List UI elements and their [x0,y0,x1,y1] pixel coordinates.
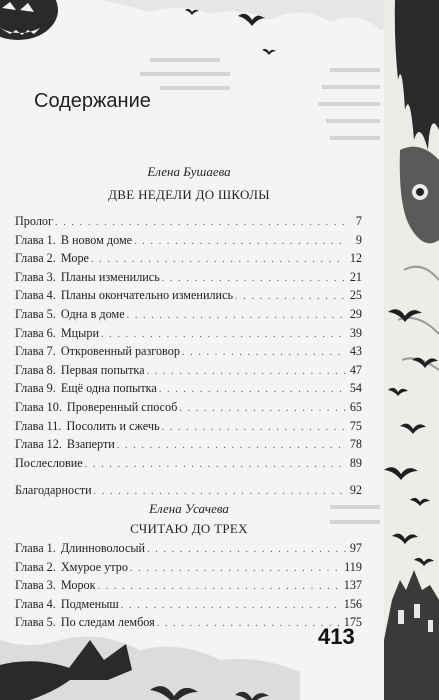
toc-page-number: 25 [349,288,362,303]
toc-entry [15,419,362,438]
toc-entry [15,270,362,289]
chapter-title: Мцыри [60,325,99,340]
chapter-label: Глава 11. [15,418,62,433]
toc-page-number: 175 [343,615,362,630]
branch-silhouette [0,637,300,700]
chapter-label: Глава 5. [15,615,56,630]
chapter-label: Благодарности [15,483,92,498]
toc-page-number: 7 [355,214,362,228]
toc-page-number: 78 [349,437,362,452]
dot-leader [91,254,346,265]
chapter-label: Глава 3. [15,578,56,593]
dot-leader [94,486,346,497]
toc-entry-title [15,363,145,378]
chapter-label: Послесловие [15,455,83,470]
toc-page-number: 65 [349,399,362,414]
chapter-title: Взаперти [66,437,115,452]
dot-leader [121,600,342,611]
chapter-label: Глава 1. [15,232,56,247]
toc-entry-title [15,344,180,359]
dot-leader [157,618,342,629]
chapter-title: По следам лембоя [60,615,155,630]
chapter-title: Первая попытка [60,362,145,377]
dot-leader [98,581,342,592]
toc-page-number: 9 [355,232,362,247]
chapter-title: Одна в доме [60,306,125,321]
dot-leader [147,544,346,555]
dot-leader [127,310,346,321]
dot-leader [101,329,346,340]
chapter-title: Подменыш [60,596,119,611]
toc-page-number: 47 [349,362,362,377]
toc-page-number: 12 [349,251,362,266]
dot-leader [117,440,346,451]
chapter-title: Планы изменились [60,269,160,284]
toc-page-number: 119 [344,559,362,574]
dot-leader [130,563,342,574]
chapter-title: Планы окончательно изменились [60,288,234,303]
chapter-label: Глава 4. [15,288,56,303]
chapter-label: Глава 3. [15,269,56,284]
pumpkin-icon [0,0,58,40]
page-title: Содержание [34,90,151,112]
chapter-label: Пролог [15,214,54,228]
toc-entry [15,400,362,419]
page-number: 413 [318,624,355,649]
dot-leader [162,422,346,433]
toc-page-number: 97 [349,541,362,555]
toc-page-number: 137 [343,578,362,593]
toc-entry-title [15,578,96,593]
chapter-title: Море [60,251,89,266]
toc-page-number: 43 [349,344,362,359]
chapter-title: Откровенный разговор [60,344,180,359]
chapter-label: Глава 2. [15,251,56,266]
section-title: ДВЕ НЕДЕЛИ ДО ШКОЛЫ [108,187,270,202]
toc-entry [15,288,362,307]
toc-page-number: 54 [349,381,362,396]
toc-entry-title [15,233,132,248]
toc-list [15,214,362,502]
toc-list [15,541,362,634]
toc-entry [15,483,362,502]
toc-entry [15,437,362,456]
chapter-title: Посолить и сжечь [66,418,160,433]
chapter-title: Проверенный способ [66,399,178,414]
toc-entry-title [15,437,115,452]
dot-leader [182,347,346,358]
toc-entry-title [15,560,128,575]
chapter-label: Глава 4. [15,596,56,611]
toc-entry [15,578,362,597]
chapter-label: Глава 2. [15,559,56,574]
toc-entry-title [15,483,92,498]
toc-entry-title [15,381,157,396]
toc-entry [15,541,362,560]
toc-page-number: 39 [349,325,362,340]
toc-entry-title [15,270,160,285]
dot-leader [162,273,346,284]
dot-leader [134,236,346,247]
toc-entry [15,615,362,634]
chapter-label: Глава 8. [15,362,56,377]
chapter-title: Ещё одна попытка [60,381,157,396]
toc-entry [15,214,362,233]
toc-entry [15,307,362,326]
toc-entry [15,233,362,252]
toc-entry [15,326,362,345]
toc-page-number: 29 [349,306,362,321]
toc-entry-title [15,615,155,630]
toc-entry-title [15,597,119,612]
toc-page-number: 75 [349,418,362,433]
toc-entry-title [15,288,233,303]
toc-entry [15,456,362,475]
section-title: СЧИТАЮ ДО ТРЕХ [130,521,248,536]
toc-entry-title [15,251,89,266]
chapter-label: Глава 9. [15,381,56,396]
chapter-label: Глава 10. [15,399,62,414]
toc-entry [15,344,362,363]
dot-leader [235,291,346,302]
toc-entry [15,251,362,270]
toc-entry-title [15,214,53,229]
dot-leader [147,366,346,377]
chapter-label: Глава 7. [15,344,56,359]
chapter-label: Глава 5. [15,306,56,321]
toc-entry [15,560,362,579]
toc-entry-title [15,326,99,341]
toc-page-number: 21 [349,269,362,284]
section-author: Елена Усачева [149,501,229,516]
chapter-label: Глава 12. [15,437,62,452]
chapter-label: Глава 6. [15,325,56,340]
section-author: Елена Бушаева [147,164,231,179]
toc-entry [15,597,362,616]
dot-leader [55,217,346,228]
toc-entry-title [15,456,83,471]
dot-leader [159,384,346,395]
toc-page-number: 89 [349,455,362,470]
toc-entry [15,363,362,382]
toc-page-number: 156 [343,596,362,611]
dot-leader [85,459,346,470]
toc-entry [15,381,362,400]
chapter-title: Длинноволосый [60,541,146,555]
toc-entry-title [15,400,177,415]
dot-leader [179,403,346,414]
toc-page-number: 92 [349,483,362,498]
toc-entry-title [15,541,145,556]
toc-entry-title [15,307,125,322]
chapter-label: Глава 1. [15,541,56,555]
chapter-title: В новом доме [60,232,133,247]
toc-entry-title [15,419,160,434]
chapter-title: Хмурое утро [60,559,128,574]
chapter-title: Морок [60,578,96,593]
